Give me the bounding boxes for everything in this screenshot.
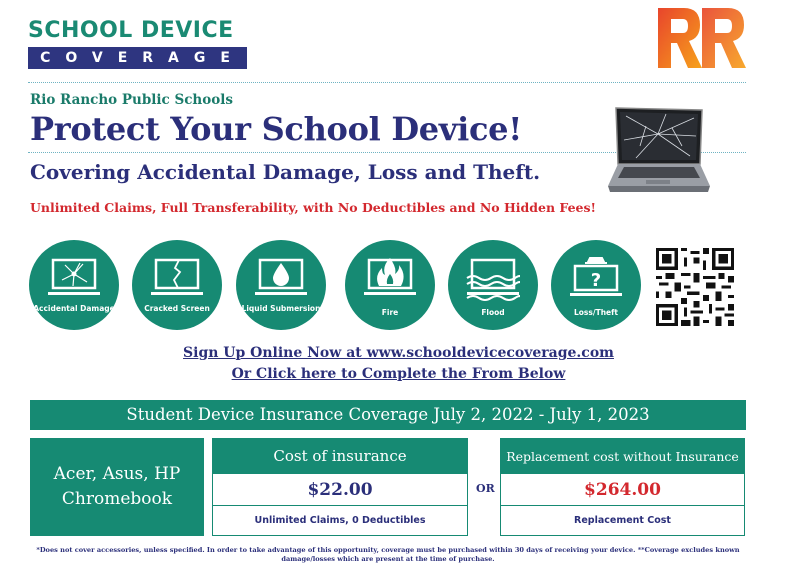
coverage-label: Cracked Screen [144, 304, 210, 313]
signup-link[interactable]: Sign Up Online Now at www.schooldevicecoverage.com [183, 345, 614, 361]
loss-theft-icon [569, 256, 623, 302]
subheadline: Covering Accidental Damage, Loss and Theft. [30, 160, 541, 184]
rio-rancho-logo [656, 6, 748, 70]
or-label: OR [476, 482, 495, 495]
replacement-cost-box [500, 438, 745, 536]
fire-icon [363, 256, 417, 302]
accidental-damage-icon [47, 256, 101, 302]
coverage-period-banner: Student Device Insurance Coverage July 2, 2022 - July 1, 2023 [30, 400, 746, 430]
school-device-coverage-logo [28, 18, 248, 69]
qr-code[interactable] [656, 248, 734, 326]
coverage-flood [448, 240, 538, 330]
device-type: Chromebook [61, 489, 173, 509]
insurance-price: $22.00 [213, 474, 467, 506]
replacement-price: $264.00 [501, 474, 744, 506]
coverage-accidental-damage [29, 240, 119, 330]
coverage-label: Loss/Theft [574, 308, 618, 317]
svg-text:?: ? [590, 270, 602, 291]
coverage-label: Accidental Damage [33, 304, 115, 313]
insurance-cost-box [212, 438, 468, 536]
flood-icon [466, 256, 520, 302]
liquid-submersion-icon [254, 256, 308, 302]
coverage-label: Fire [381, 308, 399, 317]
coverage-fire [345, 240, 435, 330]
tagline: Unlimited Claims, Full Transferability, with No Deductibles and No Hidden Fees! [30, 200, 597, 215]
coverage-label: Flood [481, 308, 505, 317]
logo-line-2: COVERAGE [28, 47, 247, 69]
coverage-liquid-submersion [236, 240, 326, 330]
disclaimer: *Does not cover accessories, unless specified. In order to take advantage of this opportunity, coverage must be purchased within 30 days of receiving your device. **Coverage excludes known damage/losses which are present at the time of purchase. [36, 546, 740, 563]
coverage-cracked-screen [132, 240, 222, 330]
complete-form-link[interactable]: Or Click here to Complete the From Below [231, 366, 566, 382]
insurance-note: Unlimited Claims, 0 Deductibles [254, 515, 426, 526]
district-name: Rio Rancho Public Schools [30, 92, 233, 108]
coverage-label: Liquid Submersion [241, 304, 321, 313]
coverage-icons [29, 240, 659, 332]
divider-top [28, 82, 746, 83]
insurance-cost-title: Cost of insurance [213, 439, 467, 474]
device-brands: Acer, Asus, HP [53, 464, 181, 484]
device-types [30, 438, 204, 536]
cracked-screen-icon [150, 256, 204, 302]
replacement-cost-title: Replacement cost without Insurance [501, 439, 744, 474]
logo-line-1: SCHOOL DEVICE [28, 18, 234, 43]
coverage-loss-theft [551, 240, 641, 330]
headline: Protect Your School Device! [30, 110, 522, 148]
broken-laptop-image [606, 106, 710, 194]
replacement-note: Replacement Cost [574, 515, 671, 526]
